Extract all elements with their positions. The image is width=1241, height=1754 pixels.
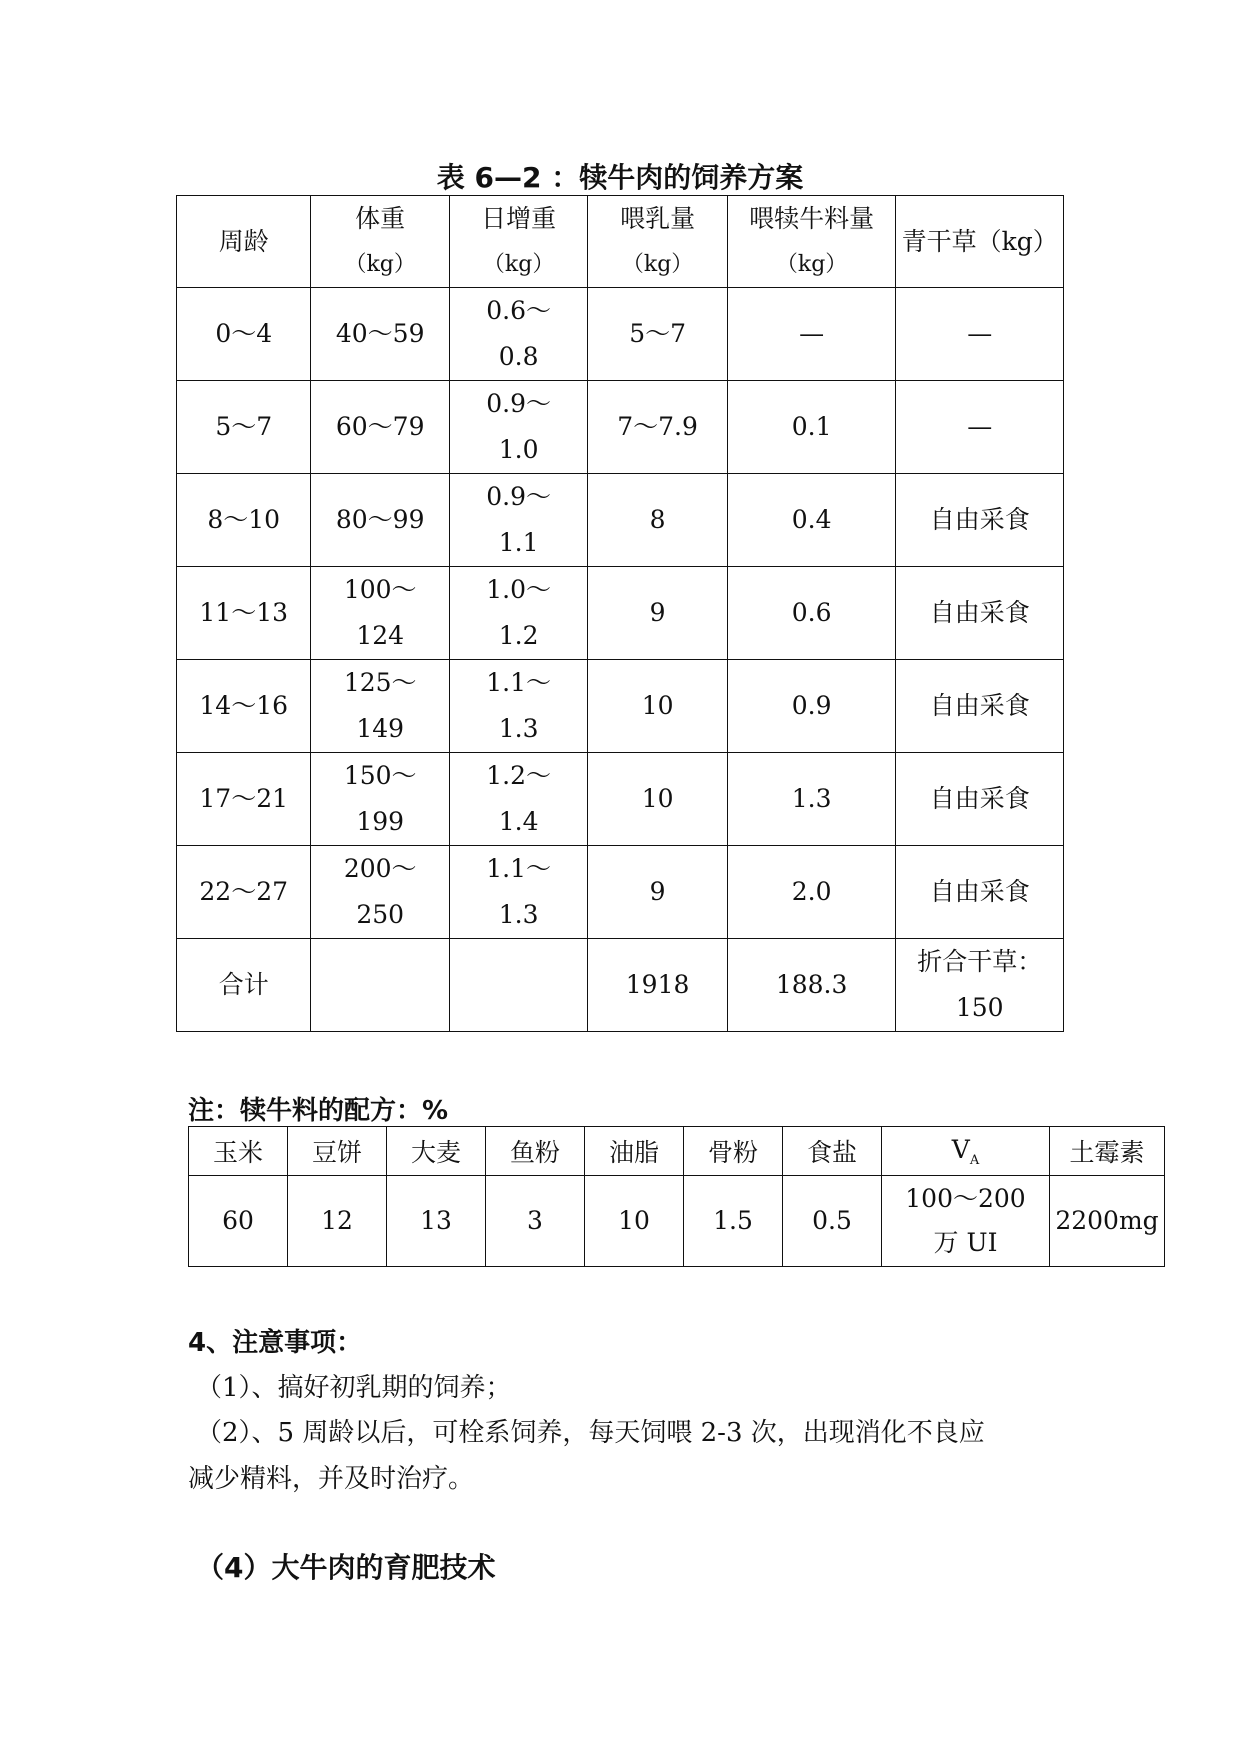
table-cell	[311, 939, 449, 1032]
header-unit: （kg）	[482, 251, 555, 277]
table-cell	[449, 381, 587, 474]
cell-line: 0.9～	[486, 389, 552, 418]
table-cell	[588, 288, 727, 381]
cell-line: 2.0	[791, 877, 832, 906]
formula-header-cell: 豆饼	[288, 1127, 387, 1176]
cell-line: 60～79	[335, 412, 425, 441]
cell-line: 1.2	[498, 621, 539, 650]
table-cell	[727, 939, 896, 1032]
formula-header-cell: 土霉素	[1050, 1127, 1165, 1176]
cell-line: 万 UI	[933, 1228, 998, 1257]
table-cell	[311, 381, 449, 474]
formula-header-cell: 食盐	[783, 1127, 882, 1176]
table-cell	[449, 474, 587, 567]
header-cell	[896, 196, 1064, 288]
section-4-item-2: （2）、5 周龄以后，可栓系饲养，每天饲喂 2-3 次，出现消化不良应	[196, 1418, 985, 1448]
table-cell	[177, 660, 311, 753]
section-4-title: 4、注意事项：	[188, 1328, 363, 1358]
cell-line: 17～21	[199, 784, 289, 813]
header-label: 周龄	[218, 226, 269, 256]
header-cell	[177, 196, 311, 288]
table-cell	[588, 846, 727, 939]
cell-line: 10	[618, 1206, 650, 1235]
table-cell	[896, 846, 1064, 939]
table-cell	[311, 474, 449, 567]
header-label: 日增重	[481, 203, 557, 233]
cell-line: 8～10	[207, 505, 281, 534]
cell-line: 0.9～	[486, 482, 552, 511]
table-row	[177, 939, 1064, 1032]
table-cell	[449, 660, 587, 753]
cell-line: 1.1～	[486, 668, 552, 697]
table-cell	[449, 288, 587, 381]
cell-line: 199	[356, 807, 405, 836]
cell-line: 0.1	[791, 412, 832, 441]
table-cell	[896, 567, 1064, 660]
cell-line: 5～7	[215, 412, 273, 441]
cell-line: 0.5	[812, 1206, 852, 1235]
formula-values-row	[189, 1176, 1165, 1267]
header-label: 喂乳量	[620, 203, 696, 233]
formula-value-cell	[189, 1176, 288, 1267]
cell-line: 0.9	[791, 691, 832, 720]
table-cell	[588, 660, 727, 753]
formula-header-cell: 鱼粉	[486, 1127, 585, 1176]
cell-line: 0.4	[791, 505, 832, 534]
table-cell	[449, 846, 587, 939]
formula-value-cell	[486, 1176, 585, 1267]
table-cell	[727, 474, 896, 567]
table-cell	[449, 939, 587, 1032]
cell-line: 150～	[343, 761, 417, 790]
cell-line: 100～200	[905, 1184, 1026, 1213]
formula-header-cell-va	[882, 1127, 1050, 1176]
table-cell	[896, 474, 1064, 567]
table-cell	[311, 660, 449, 753]
cell-line: 2200mg	[1055, 1206, 1159, 1235]
table-cell	[311, 567, 449, 660]
note-title: 注：犊牛料的配方：%	[188, 1096, 449, 1126]
cell-line: 1.1	[498, 528, 539, 557]
cell-line: 13	[420, 1206, 452, 1235]
table-cell	[177, 567, 311, 660]
cell-line: 1918	[625, 970, 690, 999]
va-label: V	[951, 1134, 970, 1164]
cell-line: 合计	[218, 970, 269, 999]
cell-line: 7～7.9	[617, 412, 698, 441]
cell-line: 60	[222, 1206, 254, 1235]
table-cell	[177, 288, 311, 381]
table-cell	[177, 939, 311, 1032]
cell-line: 10	[641, 784, 674, 813]
formula-value-cell	[585, 1176, 684, 1267]
formula-header-cell: 玉米	[189, 1127, 288, 1176]
table-row	[177, 753, 1064, 846]
table-cell	[177, 846, 311, 939]
formula-value-cell	[882, 1176, 1050, 1267]
cell-line: 自由采食	[929, 877, 1030, 906]
cell-line: 12	[321, 1206, 353, 1235]
cell-line: 125～	[343, 668, 417, 697]
header-label: 体重	[355, 203, 406, 233]
cell-line: 0.6	[791, 598, 832, 627]
table-cell	[896, 381, 1064, 474]
cell-line: —	[799, 319, 825, 348]
feed-formula-table	[188, 1126, 1165, 1267]
table-cell	[727, 381, 896, 474]
header-cell	[311, 196, 449, 288]
table-cell	[896, 939, 1064, 1032]
table-cell	[311, 846, 449, 939]
formula-header-row	[189, 1127, 1165, 1176]
table-row	[177, 660, 1064, 753]
table-title: 表 6—2 ：犊牛肉的饲养方案	[436, 161, 804, 194]
cell-line: 5～7	[629, 319, 686, 348]
formula-value-cell	[1050, 1176, 1165, 1267]
formula-value-cell	[684, 1176, 783, 1267]
cell-line: 自由采食	[929, 598, 1030, 627]
table-cell	[311, 753, 449, 846]
cell-line: —	[967, 319, 993, 348]
cell-line: 150	[955, 993, 1004, 1022]
cell-line: 1.4	[498, 807, 539, 836]
table-cell	[588, 753, 727, 846]
formula-value-cell	[288, 1176, 387, 1267]
table-row	[177, 288, 1064, 381]
cell-line: 自由采食	[929, 784, 1030, 813]
formula-header-cell: 油脂	[585, 1127, 684, 1176]
header-label: 喂犊牛料量	[749, 203, 875, 233]
cell-line: 折合干草：	[917, 947, 1043, 976]
table-row	[177, 381, 1064, 474]
cell-line: 149	[356, 714, 405, 743]
table-cell	[588, 474, 727, 567]
cell-line: 22～27	[199, 877, 289, 906]
cell-line: 0.8	[498, 342, 539, 371]
section-4-item-1: （1）、搞好初乳期的饲养；	[196, 1373, 512, 1403]
header-unit: （kg）	[775, 251, 848, 277]
table-cell	[449, 753, 587, 846]
formula-value-cell	[387, 1176, 486, 1267]
cell-line: —	[967, 412, 993, 441]
table-cell	[727, 288, 896, 381]
table-cell	[896, 660, 1064, 753]
formula-value-cell	[783, 1176, 882, 1267]
table-cell	[588, 939, 727, 1032]
cell-line: 10	[641, 691, 674, 720]
cell-line: 100～	[343, 575, 417, 604]
cell-line: 11～13	[199, 598, 289, 627]
cell-line: 0～4	[215, 319, 273, 348]
table-body	[177, 288, 1064, 1032]
table-cell	[727, 846, 896, 939]
cell-line: 9	[649, 598, 666, 627]
table-cell	[311, 288, 449, 381]
table-cell	[588, 567, 727, 660]
cell-line: 250	[356, 900, 405, 929]
table-cell	[449, 567, 587, 660]
table-cell	[896, 288, 1064, 381]
cell-line: 8	[649, 505, 666, 534]
table-cell	[896, 753, 1064, 846]
header-label: 青干草（kg）	[901, 226, 1058, 256]
cell-line: 1.2～	[486, 761, 552, 790]
cell-line: 0.6～	[486, 296, 552, 325]
feeding-plan-table	[176, 195, 1064, 1032]
cell-line: 40～59	[335, 319, 425, 348]
table-row	[177, 846, 1064, 939]
va-subscript: A	[969, 1152, 980, 1168]
header-unit: （kg）	[344, 251, 416, 277]
cell-line: 14～16	[199, 691, 289, 720]
cell-line: 9	[649, 877, 666, 906]
cell-line: 188.3	[775, 970, 848, 999]
cell-line: 124	[356, 621, 405, 650]
table-cell	[727, 753, 896, 846]
cell-line: 1.3	[791, 784, 832, 813]
table-row	[177, 474, 1064, 567]
cell-line: 80～99	[335, 505, 425, 534]
formula-header-cell: 骨粉	[684, 1127, 783, 1176]
cell-line: 1.5	[713, 1206, 753, 1235]
header-cell	[727, 196, 896, 288]
header-cell	[588, 196, 727, 288]
cell-line: 3	[527, 1206, 543, 1235]
cell-line: 200～	[343, 854, 417, 883]
table-cell	[177, 474, 311, 567]
cell-line: 自由采食	[929, 505, 1030, 534]
table-row	[177, 567, 1064, 660]
table-cell	[727, 567, 896, 660]
cell-line: 1.3	[498, 714, 539, 743]
cell-line: 1.1～	[486, 854, 552, 883]
table-cell	[177, 753, 311, 846]
cell-line: 自由采食	[929, 691, 1030, 720]
table-cell	[177, 381, 311, 474]
formula-header-cell: 大麦	[387, 1127, 486, 1176]
table-cell	[727, 660, 896, 753]
table-cell	[588, 381, 727, 474]
cell-line: 1.0～	[486, 575, 552, 604]
next-section-heading: （4）大牛肉的育肥技术	[196, 1551, 496, 1584]
cell-line: 1.3	[498, 900, 539, 929]
header-unit: （kg）	[621, 251, 694, 277]
table-header-row	[177, 196, 1064, 288]
cell-line: 1.0	[498, 435, 539, 464]
section-4-item-2-cont: 减少精料，并及时治疗。	[188, 1464, 475, 1494]
header-cell	[449, 196, 587, 288]
